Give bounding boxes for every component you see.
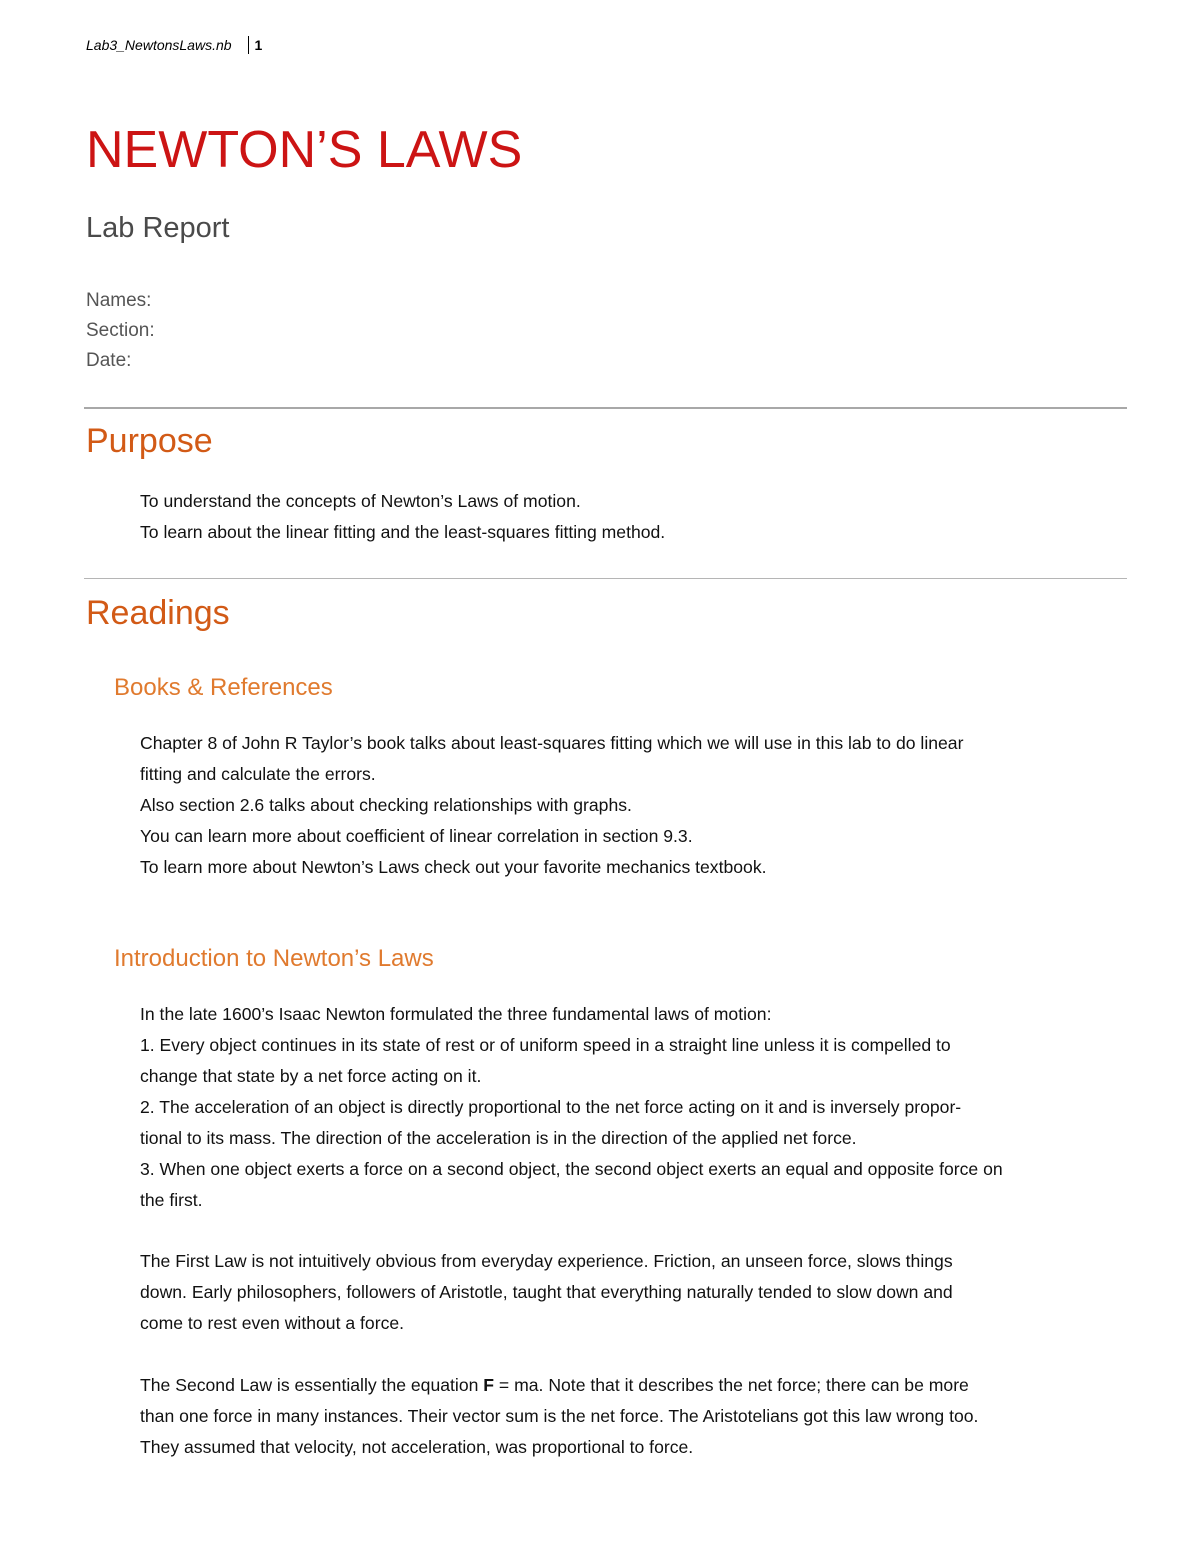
force-symbol: F [483, 1375, 495, 1395]
books-line: To learn more about Newton’s Laws check out your favorite mechanics textbook. [140, 857, 767, 877]
purpose-line: To learn about the linear fitting and the least-squares fitting method. [140, 522, 666, 542]
second-law-text: = ma. Note that it describes the net force; there can be more [494, 1375, 969, 1395]
laws-line: 3. When one object exerts a force on a second object, the second object exerts an equal and opposite force on [140, 1159, 1003, 1179]
divider [84, 578, 1127, 579]
first-law-paragraph [140, 1246, 1115, 1339]
laws-line: tional to its mass. The direction of the acceleration is in the direction of the applied net force. [140, 1128, 857, 1148]
first-law-line: The First Law is not intuitively obvious from everyday experience. Friction, an unseen force, slows things [140, 1251, 953, 1271]
report-meta [86, 286, 155, 376]
laws-line: 2. The acceleration of an object is directly proportional to the net force acting on it and is inversely propor- [140, 1097, 962, 1117]
laws-line: In the late 1600’s Isaac Newton formulated the three fundamental laws of motion: [140, 1004, 772, 1024]
date-label: Date: [86, 350, 132, 371]
second-law-paragraph [140, 1370, 1115, 1463]
second-law-line [140, 1370, 1115, 1401]
page-number: 1 [254, 37, 263, 53]
laws-line: 1. Every object continues in its state of rest or of uniform speed in a straight line unless it is compelled to [140, 1035, 951, 1055]
books-line: Also section 2.6 talks about checking relationships with graphs. [140, 795, 632, 815]
header-separator [248, 36, 249, 54]
books-references-text [140, 728, 1115, 883]
header-filename: Lab3_NewtonsLaws.nb [86, 37, 232, 53]
document-subtitle: Lab Report [86, 212, 230, 244]
page-header [86, 36, 262, 54]
purpose-line: To understand the concepts of Newton’s Laws of motion. [140, 491, 581, 511]
names-label: Names: [86, 290, 152, 311]
document-title: NEWTON’S LAWS [86, 121, 523, 179]
books-line: You can learn more about coefficient of linear correlation in section 9.3. [140, 826, 693, 846]
second-law-line: than one force in many instances. Their vector sum is the net force. The Aristotelians got this law wrong too. [140, 1406, 979, 1426]
readings-heading: Readings [86, 594, 230, 632]
intro-heading: Introduction to Newton’s Laws [114, 945, 434, 972]
purpose-text [140, 486, 1115, 548]
laws-text [140, 999, 1115, 1216]
purpose-heading: Purpose [86, 422, 213, 460]
laws-line: the first. [140, 1190, 203, 1210]
first-law-line: down. Early philosophers, followers of Aristotle, taught that everything naturally tended to slow down and [140, 1282, 953, 1302]
first-law-line: come to rest even without a force. [140, 1313, 405, 1333]
second-law-text: The Second Law is essentially the equation [140, 1375, 484, 1395]
books-line: Chapter 8 of John R Taylor’s book talks about least-squares fitting which we will use in this lab to do linear [140, 733, 964, 753]
books-line: fitting and calculate the errors. [140, 764, 376, 784]
divider [84, 407, 1127, 409]
laws-line: change that state by a net force acting on it. [140, 1066, 482, 1086]
second-law-line: They assumed that velocity, not acceleration, was proportional to force. [140, 1437, 694, 1457]
books-references-heading: Books & References [114, 674, 333, 701]
section-label: Section: [86, 320, 155, 341]
